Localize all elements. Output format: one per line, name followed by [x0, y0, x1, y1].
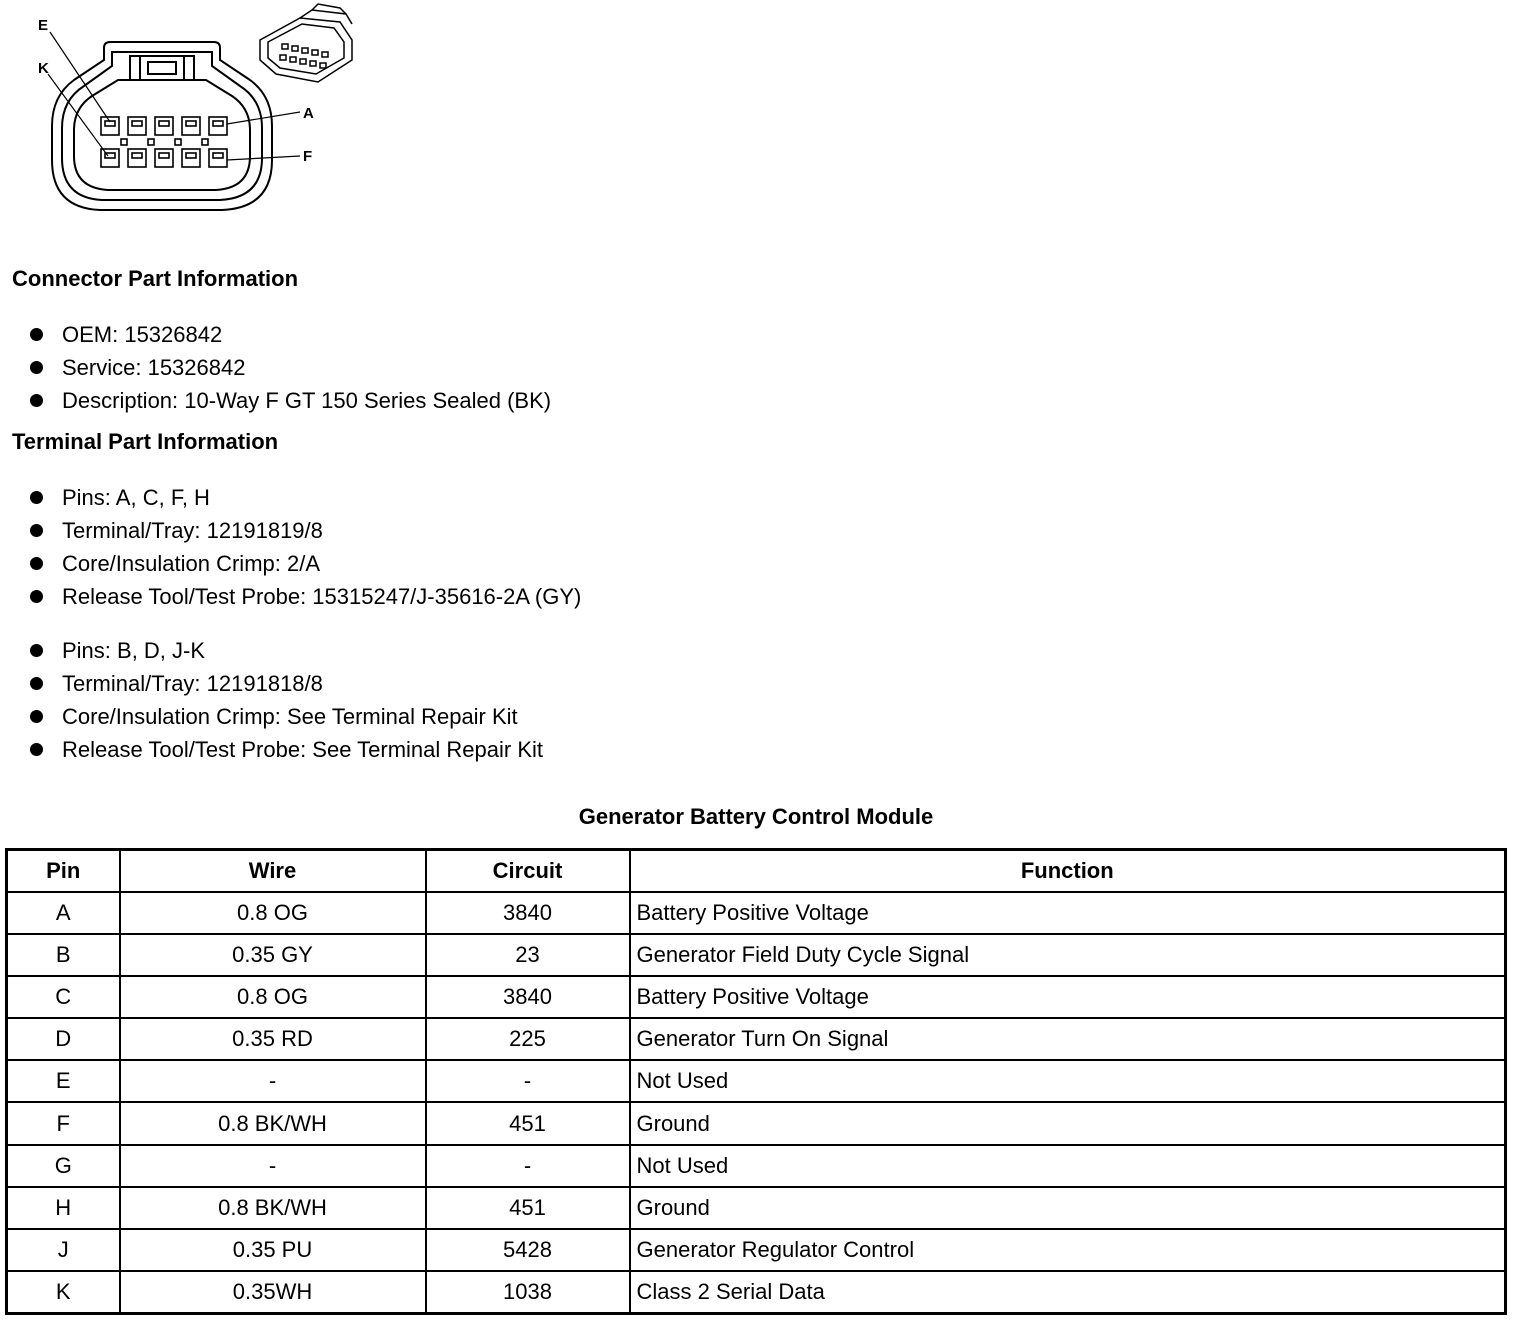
cell-wire: 0.35 PU	[120, 1229, 426, 1271]
header-circuit: Circuit	[426, 850, 630, 893]
table-row	[7, 1271, 1506, 1314]
label-k: K	[38, 60, 49, 77]
cell-function: Not Used	[630, 1060, 1506, 1102]
cell-wire: 0.8 BK/WH	[120, 1187, 426, 1229]
header-wire: Wire	[120, 850, 426, 893]
cell-function: Generator Regulator Control	[630, 1229, 1506, 1271]
label-a: A	[303, 105, 314, 122]
table-row	[7, 1018, 1506, 1060]
table-row	[7, 1060, 1506, 1102]
terminal-info-list-1	[30, 481, 581, 613]
cell-wire: 0.35WH	[120, 1271, 426, 1314]
cell-function: Battery Positive Voltage	[630, 892, 1506, 934]
cell-function: Generator Field Duty Cycle Signal	[630, 934, 1506, 976]
table-row	[7, 1187, 1506, 1229]
cell-pin: C	[7, 976, 120, 1018]
connector-info-list	[30, 318, 551, 417]
cell-wire: 0.8 OG	[120, 976, 426, 1018]
cell-circuit: -	[426, 1145, 630, 1187]
list-item: Terminal/Tray: 12191818/8	[30, 667, 543, 700]
list-item: OEM: 15326842	[30, 318, 551, 351]
table-row	[7, 1229, 1506, 1271]
cell-function: Generator Turn On Signal	[630, 1018, 1506, 1060]
cell-wire: -	[120, 1060, 426, 1102]
list-item: Release Tool/Test Probe: See Terminal Repair Kit	[30, 733, 543, 766]
connector-info-heading: Connector Part Information	[12, 266, 299, 291]
cell-pin: G	[7, 1145, 120, 1187]
list-item: Service: 15326842	[30, 351, 551, 384]
cell-function: Not Used	[630, 1145, 1506, 1187]
cell-circuit: 3840	[426, 892, 630, 934]
connector-diagram	[0, 0, 380, 225]
cell-circuit: 23	[426, 934, 630, 976]
table-row	[7, 934, 1506, 976]
cell-circuit: 1038	[426, 1271, 630, 1314]
cell-wire: -	[120, 1145, 426, 1187]
cell-pin: B	[7, 934, 120, 976]
cell-pin: A	[7, 892, 120, 934]
list-item: Release Tool/Test Probe: 15315247/J-35616-2A (GY)	[30, 580, 581, 613]
list-item: Pins: B, D, J-K	[30, 634, 543, 667]
table-row	[7, 1145, 1506, 1187]
terminal-info-list-2	[30, 634, 543, 766]
header-pin: Pin	[7, 850, 120, 893]
cell-pin: F	[7, 1102, 120, 1144]
table-row	[7, 976, 1506, 1018]
cell-wire: 0.35 GY	[120, 934, 426, 976]
cell-circuit: -	[426, 1060, 630, 1102]
label-f: F	[303, 148, 313, 165]
pinout-table	[5, 848, 1507, 1315]
cell-circuit: 451	[426, 1102, 630, 1144]
table-title: Generator Battery Control Module	[578, 804, 934, 829]
cell-function: Battery Positive Voltage	[630, 976, 1506, 1018]
list-item: Terminal/Tray: 12191819/8	[30, 514, 581, 547]
table-row	[7, 1102, 1506, 1144]
header-function: Function	[630, 850, 1506, 893]
cell-circuit: 225	[426, 1018, 630, 1060]
cell-pin: K	[7, 1271, 120, 1314]
list-item: Pins: A, C, F, H	[30, 481, 581, 514]
list-item: Core/Insulation Crimp: See Terminal Repair Kit	[30, 700, 543, 733]
cell-function: Ground	[630, 1187, 1506, 1229]
list-item: Core/Insulation Crimp: 2/A	[30, 547, 581, 580]
list-item: Description: 10-Way F GT 150 Series Sealed (BK)	[30, 384, 551, 417]
cell-wire: 0.8 OG	[120, 892, 426, 934]
cell-pin: J	[7, 1229, 120, 1271]
label-e: E	[38, 17, 49, 34]
cell-pin: D	[7, 1018, 120, 1060]
cell-wire: 0.8 BK/WH	[120, 1102, 426, 1144]
cell-circuit: 451	[426, 1187, 630, 1229]
terminal-info-heading: Terminal Part Information	[12, 429, 279, 454]
cell-circuit: 3840	[426, 976, 630, 1018]
cell-circuit: 5428	[426, 1229, 630, 1271]
table-row	[7, 892, 1506, 934]
cell-function: Ground	[630, 1102, 1506, 1144]
cell-function: Class 2 Serial Data	[630, 1271, 1506, 1314]
cell-wire: 0.35 RD	[120, 1018, 426, 1060]
cell-pin: E	[7, 1060, 120, 1102]
cell-pin: H	[7, 1187, 120, 1229]
